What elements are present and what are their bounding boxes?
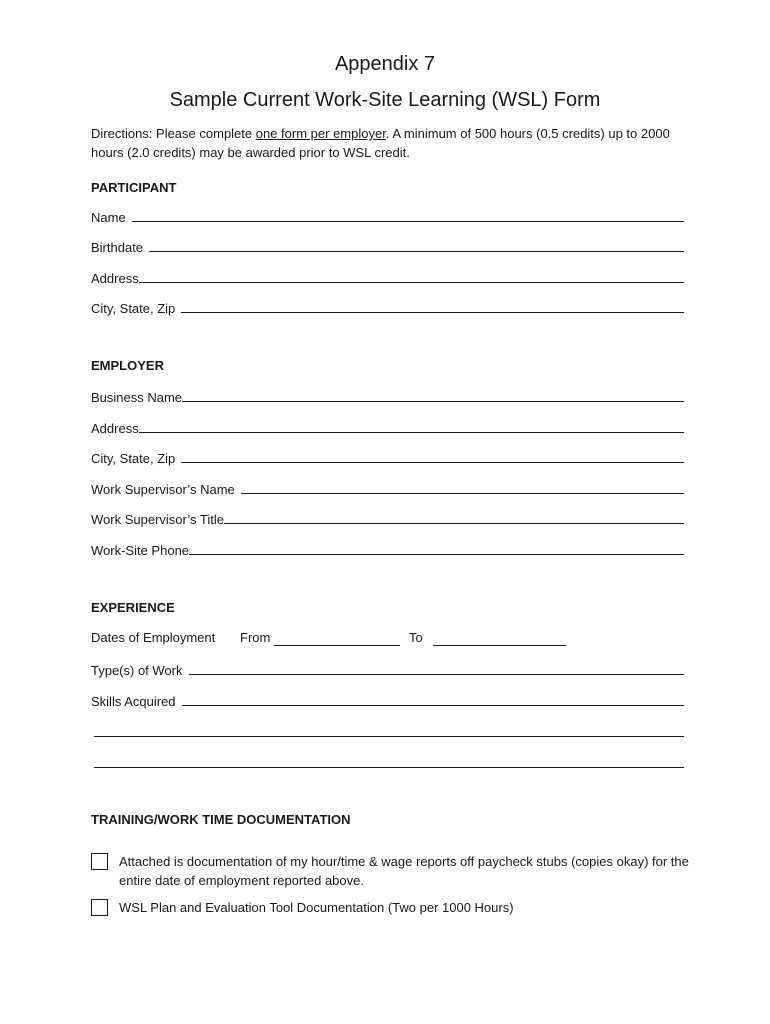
participant-address-field[interactable] xyxy=(91,268,684,286)
directions-text xyxy=(91,124,701,162)
skills-line[interactable] xyxy=(182,704,684,706)
worksite-phone-line[interactable] xyxy=(189,553,684,555)
participant-birthdate-line[interactable] xyxy=(149,250,684,252)
paycheck-documentation-checkbox[interactable] xyxy=(91,853,108,870)
employer-address-label: Address xyxy=(91,421,139,436)
employer-address-field[interactable] xyxy=(91,418,684,436)
skills-extra-line-1[interactable] xyxy=(94,736,684,737)
participant-name-field[interactable] xyxy=(91,207,684,225)
employment-dates-row xyxy=(91,630,691,648)
evaluation-check-row xyxy=(91,899,706,919)
employer-address-line[interactable] xyxy=(139,431,684,433)
from-date-line[interactable] xyxy=(274,645,400,646)
participant-city-label: City, State, Zip xyxy=(91,301,176,316)
experience-heading: EXPERIENCE xyxy=(91,600,175,615)
employer-city-label: City, State, Zip xyxy=(91,451,176,466)
participant-address-label: Address xyxy=(91,271,139,286)
paycheck-documentation-text: Attached is documentation of my hour/time & wage reports off paycheck stubs (copies okay) for the entire date of employment reported above. xyxy=(119,854,689,888)
employer-business-label: Business Name xyxy=(91,390,183,405)
skills-extra-line-2[interactable] xyxy=(94,767,684,768)
supervisor-name-line[interactable] xyxy=(241,492,684,494)
participant-name-line[interactable] xyxy=(132,220,684,222)
skills-label: Skills Acquired xyxy=(91,694,176,709)
to-label: To xyxy=(409,630,423,645)
directions-emphasis: one form per employer xyxy=(255,126,386,141)
worksite-phone-field[interactable] xyxy=(91,540,684,558)
participant-heading: PARTICIPANT xyxy=(91,180,177,195)
work-types-label: Type(s) of Work xyxy=(91,663,183,678)
supervisor-name-field[interactable] xyxy=(91,479,684,497)
employer-business-line[interactable] xyxy=(182,400,684,402)
employer-business-field[interactable] xyxy=(91,387,684,405)
skills-field[interactable] xyxy=(91,691,684,709)
evaluation-tool-checkbox[interactable] xyxy=(91,899,108,916)
employer-city-line[interactable] xyxy=(181,461,684,463)
participant-address-line[interactable] xyxy=(139,281,684,283)
employment-dates-label: Dates of Employment xyxy=(91,630,216,645)
directions-prefix: Directions: Please complete xyxy=(91,126,256,141)
evaluation-tool-text: WSL Plan and Evaluation Tool Documentation (Two per 1000 Hours) xyxy=(119,900,514,915)
supervisor-name-label: Work Supervisor’s Name xyxy=(91,482,235,497)
supervisor-title-label: Work Supervisor’s Title xyxy=(91,512,224,527)
employer-city-field[interactable] xyxy=(91,448,684,466)
participant-birthdate-field[interactable] xyxy=(91,237,684,255)
documentation-check-row xyxy=(91,853,706,893)
work-types-line[interactable] xyxy=(189,673,684,675)
appendix-title: Appendix 7 xyxy=(334,53,436,75)
worksite-phone-label: Work-Site Phone xyxy=(91,543,190,558)
training-heading: TRAINING/WORK TIME DOCUMENTATION xyxy=(91,812,351,827)
supervisor-title-line[interactable] xyxy=(224,522,684,524)
to-date-line[interactable] xyxy=(433,645,566,646)
form-title: Sample Current Work-Site Learning (WSL) Form xyxy=(169,89,601,111)
directions-suffix: . A minimum of 500 hours (0.5 credits) up to 2000 hours (2.0 credits) may be awarded prior to WSL credit. xyxy=(91,126,670,160)
from-label: From xyxy=(240,630,271,645)
supervisor-title-field[interactable] xyxy=(91,509,684,527)
employer-heading: EMPLOYER xyxy=(91,358,164,373)
participant-birthdate-label: Birthdate xyxy=(91,240,144,255)
participant-name-label: Name xyxy=(91,210,126,225)
participant-city-line[interactable] xyxy=(181,311,684,313)
work-types-field[interactable] xyxy=(91,660,684,678)
participant-city-field[interactable] xyxy=(91,298,684,316)
